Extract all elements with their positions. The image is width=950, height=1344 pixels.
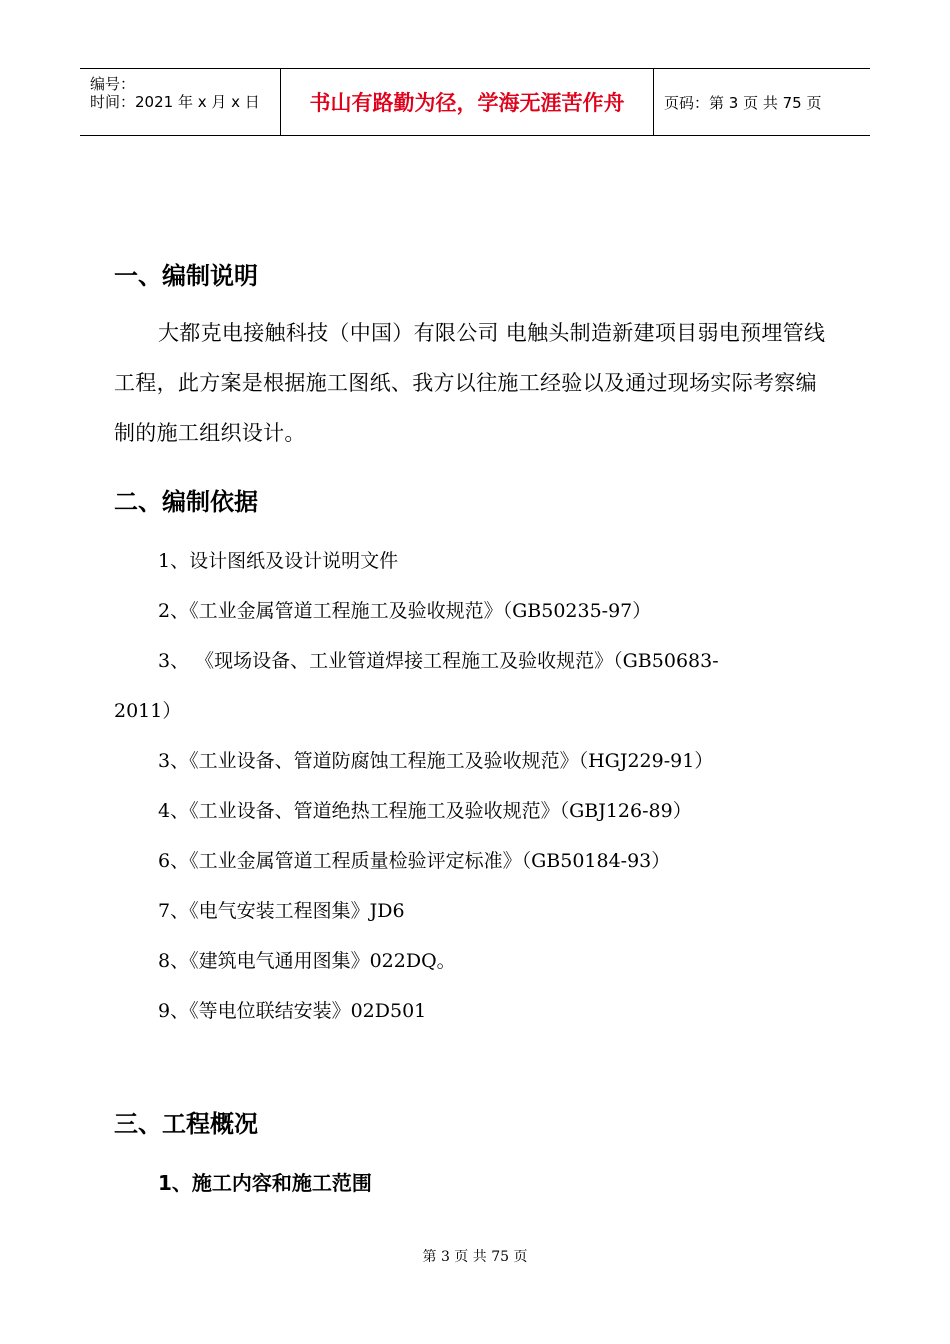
reference-item: 3、 《现场设备、工业管道焊接工程施工及验收规范》（GB50683- [158, 650, 719, 672]
section-2-title: 二、编制依据 [114, 488, 258, 516]
section-3-subtitle: 1、施工内容和施工范围 [158, 1171, 372, 1195]
section-1-title: 一、编制说明 [114, 262, 258, 290]
section-1-paragraph: 大都克电接触科技（中国）有限公司 电触头制造新建项目弱电预埋管线工程，此方案是根据施工图纸、我方以往施工经验以及通过现场实际考察编制的施工组织设计。 [114, 321, 826, 445]
reference-item: 1、设计图纸及设计说明文件 [158, 550, 399, 572]
header-meta-cell [80, 69, 281, 135]
reference-item: 7、《电气安装工程图集》JD6 [158, 900, 405, 922]
header-table [80, 68, 870, 136]
page-footer: 第 3 页 共 75 页 [422, 1249, 528, 1265]
section-3-title: 三、工程概况 [114, 1110, 258, 1138]
document-time-label: 时间：2021 年 x 月 x 日 [90, 93, 260, 111]
header-motto: 书山有路勤为径，学海无涯苦作舟 [309, 91, 625, 115]
reference-item: 9、《等电位联结安装》02D501 [158, 1000, 427, 1022]
reference-item: 4、《工业设备、管道绝热工程施工及验收规范》（GBJ126-89） [158, 800, 692, 822]
header-page-info: 页码：第 3 页 共 75 页 [664, 93, 822, 112]
reference-item: 3、《工业设备、管道防腐蚀工程施工及验收规范》（HGJ229-91） [158, 750, 714, 772]
header-motto-cell [281, 69, 654, 135]
reference-item: 2、《工业金属管道工程施工及验收规范》（GB50235-97） [158, 600, 652, 622]
document-number-label: 编号： [90, 75, 136, 93]
reference-item: 8、《建筑电气通用图集》022DQ。 [158, 950, 456, 972]
reference-item: 6、《工业金属管道工程质量检验评定标准》（GB50184-93） [158, 850, 671, 872]
reference-item-continuation: 2011） [114, 700, 182, 722]
